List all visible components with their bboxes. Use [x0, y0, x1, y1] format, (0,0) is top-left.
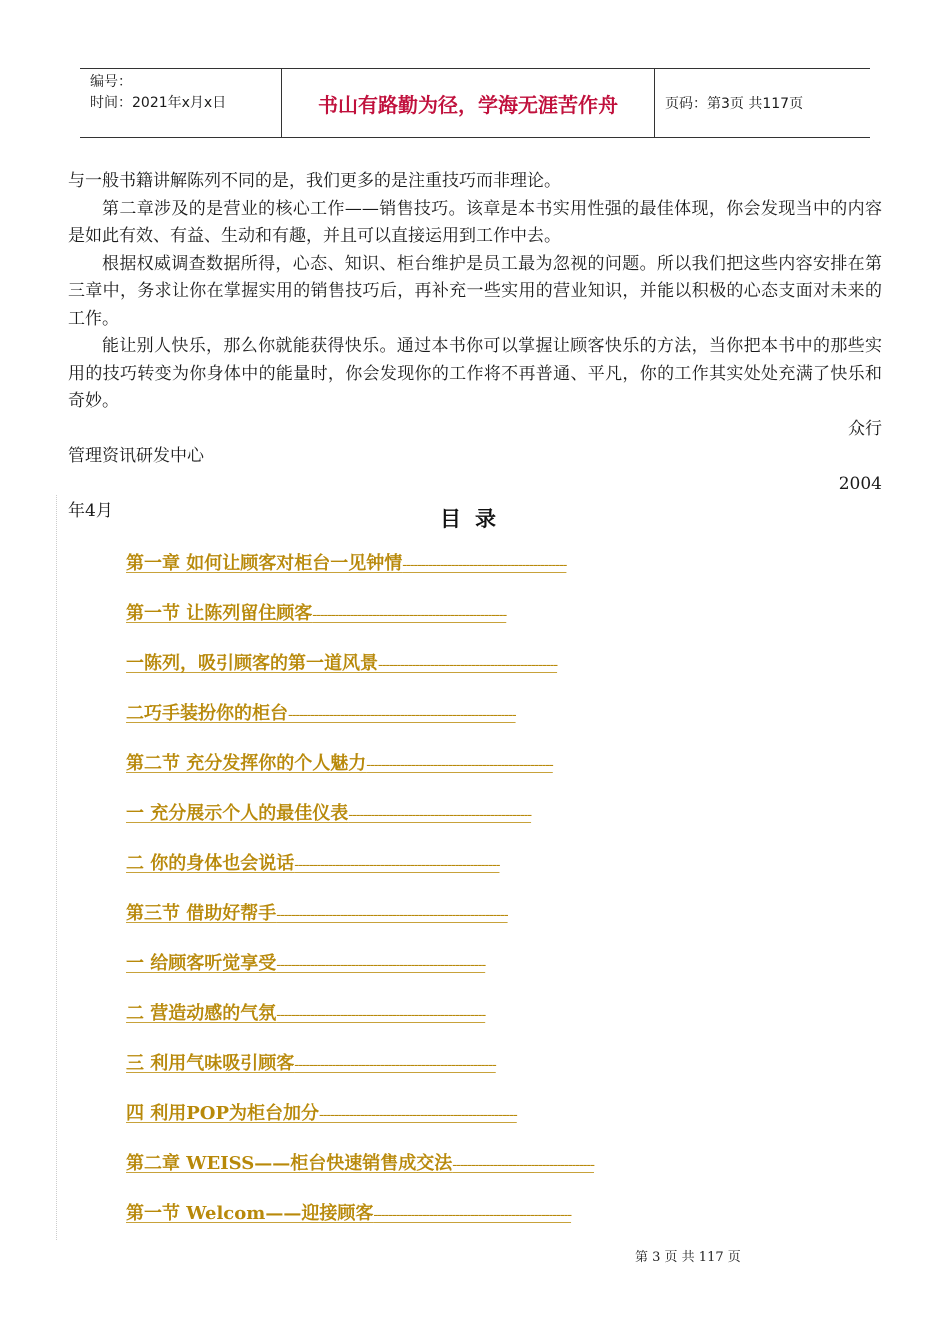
toc-link[interactable]: 二 你的身体也会说话-------------------------------------------------------	[126, 853, 500, 874]
toc-title: 目录	[440, 506, 510, 531]
toc-link[interactable]: 第一节 让陈列留住顾客----------------------------------------------------	[126, 603, 507, 624]
paragraph: 与一般书籍讲解陈列不同的是，我们更多的是注重技巧而非理论。	[68, 171, 561, 191]
table-of-contents	[126, 552, 766, 1252]
toc-link[interactable]: 第二节 充分发挥你的个人魅力--------------------------------------------------	[126, 753, 553, 774]
header-page-info: 页码：第3页 共117页	[665, 96, 804, 112]
toc-link[interactable]: 三 利用气味吸引顾客------------------------------------------------------	[126, 1053, 496, 1074]
signoff-org: 管理资讯研发中心	[68, 446, 204, 466]
toc-link[interactable]: 一 给顾客听觉享受--------------------------------------------------------	[126, 953, 486, 974]
page-footer: 第 3 页 共 117 页	[635, 1250, 741, 1265]
toc-link[interactable]: 一 充分展示个人的最佳仪表-------------------------------------------------	[126, 803, 532, 824]
toc-link[interactable]: 二巧手装扮你的柜台-------------------------------------------------------------	[126, 703, 516, 724]
paragraph: 根据权威调查数据所得，心态、知识、柜台维护是员工最为忽视的问题。所以我们把这些内容安排在第三章中，务求让你在掌握实用的销售技巧后，再补充一些实用的营业知识，并能以积极的心态支面对未来的工作。	[68, 253, 882, 329]
signoff-month: 年4月	[68, 501, 113, 521]
header-motto: 书山有路勤为径，学海无涯苦作舟	[282, 69, 655, 137]
page-header	[80, 68, 870, 138]
toc-margin-rule	[56, 495, 57, 1240]
toc-link[interactable]: 二 营造动感的气氛--------------------------------------------------------	[126, 1003, 486, 1024]
paragraph: 第二章涉及的是营业的核心工作——销售技巧。该章是本书实用性强的最佳体现，你会发现当中的内容是如此有效、有益、生动和有趣，并且可以直接运用到工作中去。	[68, 198, 882, 246]
toc-link[interactable]: 一陈列，吸引顾客的第一道风景------------------------------------------------	[126, 653, 558, 674]
signoff-org-prefix: 众行	[848, 418, 882, 439]
header-meta	[80, 69, 282, 137]
toc-link[interactable]: 第一章 如何让顾客对柜台一见钟情--------------------------------------------	[126, 553, 567, 574]
toc-link[interactable]: 四 利用POP为柜台加分-----------------------------------------------------	[126, 1103, 517, 1124]
document-number-label: 编号：	[90, 74, 132, 90]
preface-body	[68, 168, 882, 526]
toc-link[interactable]: 第一节 Welcom——迎接顾客-----------------------------------------------------	[126, 1203, 572, 1224]
signoff-year: 2004	[838, 473, 882, 494]
toc-link[interactable]: 第三节 借助好帮手--------------------------------------------------------------	[126, 903, 508, 924]
paragraph: 能让别人快乐，那么你就能获得快乐。通过本书你可以掌握让顾客快乐的方法，当你把本书中的那些实用的技巧转变为你身体中的能量时，你会发现你的工作将不再普通、平凡，你的工作其实处处充满了快乐和奇妙。	[68, 336, 882, 411]
toc-link[interactable]: 第二章 WEISS——柜台快速销售成交法--------------------------------------	[126, 1153, 594, 1174]
document-time-label: 时间：2021年x月x日	[90, 95, 227, 111]
